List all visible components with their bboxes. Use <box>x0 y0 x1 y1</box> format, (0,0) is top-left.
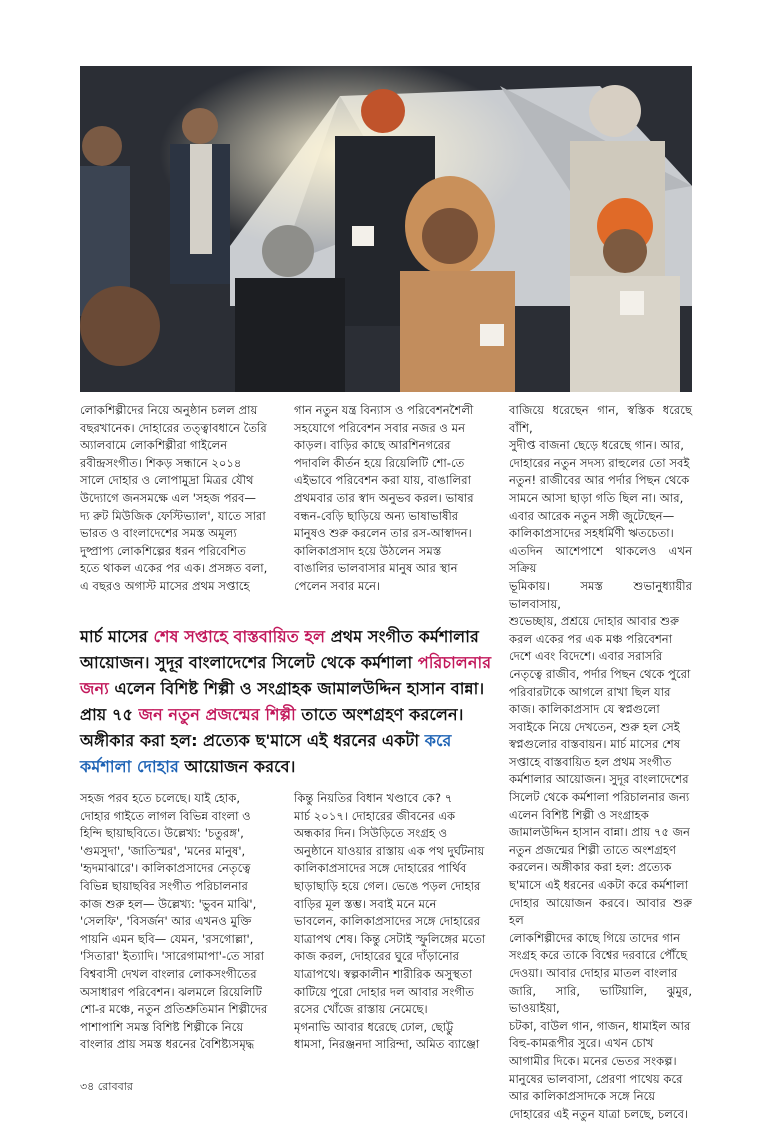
pull-quote-part-9: আয়োজন করবে। <box>178 757 296 776</box>
pull-quote <box>80 624 500 780</box>
column-2-bottom-text: কিন্তু নিয়তির বিধান খণ্ডাবে কে? ৭ মার্চ ২০১৭। দোহারের জীবনের এক অন্ধকার দিন। সিউড়িতে সংগ্রহ ও অনুষ্ঠানে যাওয়ার রাস্তায় এক পথ দুর্ঘটনায় কালিকাপ্রসাদের সঙ্গে দোহারের পার্থিব ছাড়াছাড়ি হয়ে গেল। ভেঙে পড়ল দোহার বাড়ির মূল স্তম্ভ। সবাই মনে মনে ভাবলেন, কালিকাপ্রসাদের সঙ্গে দোহারের যাত্রাপথ শেষ। কিন্তু সেটাই স্ফুলিঙ্গের মতো কাজ করল, দোহারের ঘুরে দাঁড়ানোর যাত্রাপথে। স্বল্পকালীন শারীরিক অসুস্থতা কাটিয়ে পুরো দোহার দল আবার সংগীত রসের খোঁজে রাস্তায় নেমেছে। মৃগনাভি আবার ধরেছে ঢোল, ছোট্টু ধামসা, নিরঞ্জনদা সারিন্দা, অমিত ব্যাঞ্জো <box>294 791 486 1052</box>
photo-illustration <box>80 66 692 392</box>
page-footer: ৩৪ রোববার <box>80 1080 133 1093</box>
pull-quote-part-1: মার্চ মাসের <box>80 627 154 646</box>
column-2-top-text: গান নতুন যন্ত্র বিন্যাস ও পরিবেশনশৈলী সহযোগে পরিবেশন সবার নজর ও মন কাড়ল। বাড়ির কাছে আরশিনগরের পদাবলি কীর্তন হয়ে রিয়েলিটি শো-তে এইভাবে পরিবেশন করা যায়, বাঙালিরা প্রথমবার তার স্বাদ অনুভব করল। ভাষার বন্ধন-বেড়ি ছাড়িয়ে অন্য ভাষাভাষীর মানুষও শুরু করলেন তার রস-আস্বাদন। কালিকাপ্রসাদ হয়ে উঠলেন সমস্ত বাঙালির ভালবাসার মানুষ আর স্থান পেলেন সবার মনে। <box>294 403 474 593</box>
group-photo <box>80 66 692 392</box>
column-1-top-text: লোকশিল্পীদের নিয়ে অনুষ্ঠান চলল প্রায় বছরখানেক। দোহারের তত্ত্বাবধানে তৈরি অ্যালবামে লোকশিল্পীরা গাইলেন রবীন্দ্রসংগীত। শিকড় সন্ধানে ২০১৪ সালে দোহার ও লোপামুদ্রা মিত্রর যৌথ উদ্যোগে জনসমক্ষে এল 'সহজ পরব— দ্য রুট মিউজিক ফেস্টিভ্যাল', যাতে সারা ভারত ও বাংলাদেশের সমস্ত অমূল্য দুষ্প্রাপ্য লোকশিল্পের ধরন পরিবেশিত হতে থাকল একের পর এক। প্রসঙ্গত বলা, এ বছরও অগাস্ট মাসের প্রথম সপ্তাহে <box>80 403 268 593</box>
column-2-top <box>294 402 492 596</box>
pull-quote-part-3: প্রথম সংগীত কর্মশালার আয়োজন। সুদূর বাংলাদেশের সিলেট থেকে কর্মশালা <box>80 627 479 672</box>
pull-quote-highlight-3: জন নতুন প্রজন্মের শিল্পী <box>138 705 296 724</box>
column-2-bottom <box>294 790 492 1054</box>
column-3-text: বাজিয়ে ধরেছেন গান, স্বস্তিক ধরেছে বাঁশি, সুদীপ্ত বাজনা ছেড়ে ধরেছে গান। আর, দোহারের নতুন সদস্য রাহুলের তো সবই নতুন! রাজীবের আর পর্দার পিছন থেকে সামনে আসা ছাড়া গতি ছিল না। আর, এবার আরেক নতুন সঙ্গী জুটেছেন— কালিকাপ্রসাদের সহধর্মিণী ঋতচেতা। এতদিন আশেপাশে থাকলেও এখন সক্রিয় ভূমিকায়। সমস্ত শুভানুধ্যায়ীর ভালবাসায়, শুভেচ্ছায়, প্রশ্রয়ে দোহার আবার শুরু করল একের পর এক মঞ্চ পরিবেশনা দেশে এবং বিদেশে। এবার সরাসরি নেতৃত্বে রাজীব, পর্দার পিছন থেকে পুরো পরিবারটাকে আগলে রাখা ছিল যার কাজ। কালিকাপ্রসাদ যে স্বপ্নগুলো সবাইকে নিয়ে দেখতেন, শুরু হল সেই স্বপ্নগুলোর বাস্তবায়ন। মার্চ মাসের শেষ সপ্তাহে বাস্তবায়িত হল প্রথম সংগীত কর্মশালার আয়োজন। সুদূর বাংলাদেশের সিলেট থেকে কর্মশালা পরিচালনার জন্য এলেন বিশিষ্ট শিল্পী ও সংগ্রাহক জামালউদ্দিন হাসান বান্না। প্রায় ৭৫ জন নতুন প্রজন্মের শিল্পী তাতে অংশগ্রহণ করলেন। অঙ্গীকার করা হল: প্রত্যেক ছ'মাসে এই ধরনের একটা করে কর্মশালা দোহার আয়োজন করবে। আবার শুরু হল লোকশিল্পীদের কাছে গিয়ে তাদের গান সংগ্রহ করে তাকে বিশ্বের দরবারে পৌঁছে দেওয়া। আবার দোহার মাতল বাংলার জারি, সারি, ভাটিয়ালি, ঝুমুর, ভাওয়াইয়া, চটকা, বাউল গান, গাজন, ধামাইল আর বিহু-কামরূপীর সুরে। এখন চোখ আগামীর দিকে। মনের ভেতর সংকল্প। মানুষের ভালবাসা, প্রেরণা পাথেয় করে আর কালিকাপ্রসাদকে সঙ্গে নিয়ে দোহারের এই নতুন যাত্রা চলছে, চলবে। <box>509 403 692 1121</box>
column-3 <box>509 402 692 1123</box>
pull-quote-highlight-4: করে কর্মশালা দোহার <box>80 731 452 776</box>
pull-quote-part-5: এলেন বিশিষ্ট শিল্পী ও সংগ্রাহক জামালউদ্দিন হাসান বান্না। প্রায় ৭৫ <box>80 679 485 724</box>
column-1-bottom-text: সহজ পরব হতে চলেছে। যাই হোক, দোহার গাইতে লাগল বিভিন্ন বাংলা ও হিন্দি ছায়াছবিতে। উল্লেখ্য: 'চতুরঙ্গ', 'গুমসুদা', 'জাতিস্মর', 'মনের মানুষ', 'হৃদমাঝারে'। কালিকাপ্রসাদের নেতৃত্বে বিভিন্ন ছায়াছবির সংগীত পরিচালনার কাজ শুরু হল— উল্লেখ্য: 'ভুবন মাঝি', 'সেলফি', 'বিসর্জন' আর এখনও মুক্তি পায়নি এমন ছবি— যেমন, 'রসগোল্লা', 'সিতারা' ইত্যাদি। 'সারেগামাপা'-তে সারা বিশ্ববাসী দেখল বাংলার লোকসংগীতের অসাধারণ পরিবেশন। ঝলমলে রিয়েলিটি শো-র মঞ্চে, নতুন প্রতিশ্রুতিমান শিল্পীদের পাশাপাশি সমস্ত বিশিষ্ট শিল্পীকে নিয়ে বাংলার প্রায় সমস্ত ধরনের বৈশিষ্ট্যসমৃদ্ধ <box>80 791 268 1052</box>
column-1-top <box>80 402 276 596</box>
pull-quote-highlight-2: পরিচালনার জন্য <box>80 653 492 698</box>
pull-quote-part-7: তাতে অংশগ্রহণ করলেন। অঙ্গীকার করা হল: প্রত্যেক ছ'মাসে এই ধরনের একটা <box>80 705 464 750</box>
column-1-bottom <box>80 790 276 1054</box>
pull-quote-highlight-1: শেষ সপ্তাহে বাস্তবায়িত হল <box>153 627 326 646</box>
